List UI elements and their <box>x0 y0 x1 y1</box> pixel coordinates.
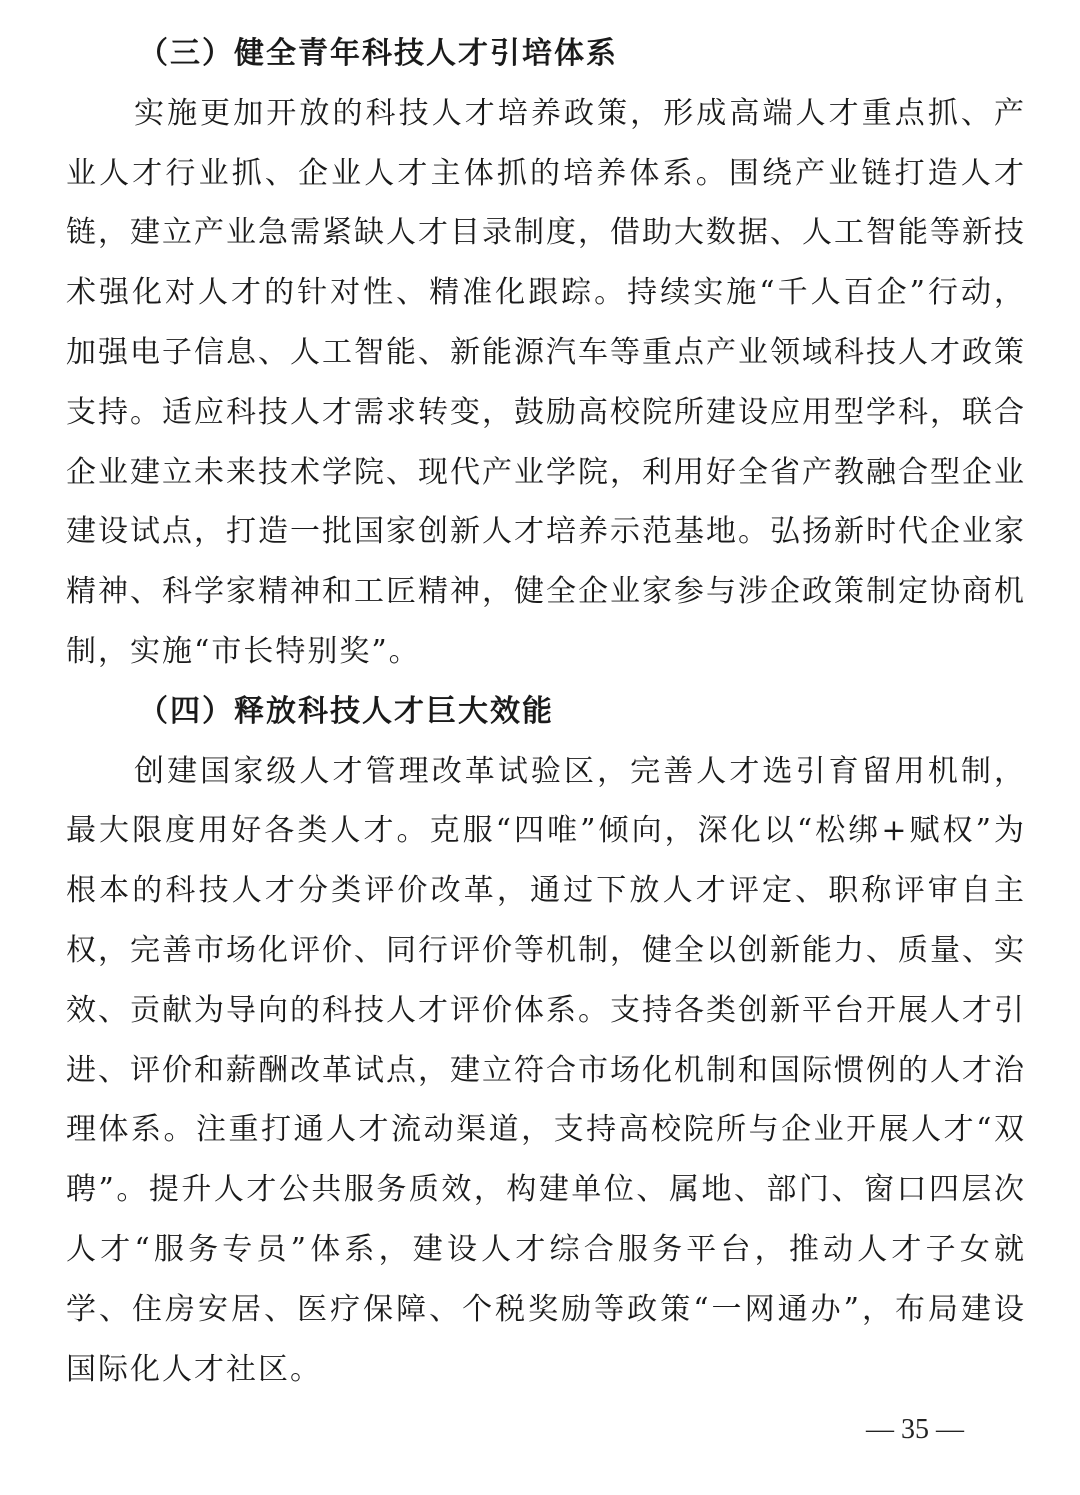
page-number: — 35 — <box>866 1414 964 1445</box>
section-paragraph-4: 创建国家级人才管理改革试验区，完善人才选引育留用机制，最大限度用好各类人才。克服“四唯”倾向，深化以“松绑+赋权”为根本的科技人才分类评价改革，通过下放人才评定、职称评审自主权，完善市场化评价、同行评价等机制，健全以创新能力、质量、实效、贡献为导向的科技人才评价体系。支持各类创新平台开展人才引进、评价和薪酬改革试点，建立符合市场化机制和国际惯例的人才治理体系。注重打通人才流动渠道，支持高校院所与企业开展人才“双聘”。提升人才公共服务质效，构建单位、属地、部门、窗口四层次人才“服务专员”体系，建设人才综合服务平台，推动人才子女就学、住房安居、医疗保障、个税奖励等政策“一网通办”，布局建设国际化人才社区。 <box>66 753 1026 1387</box>
section-heading-3: （三）健全青年科技人才引培体系 <box>138 36 618 71</box>
section-heading-4: （四）释放科技人才巨大效能 <box>138 693 554 729</box>
section-paragraph-3: 实施更加开放的科技人才培养政策，形成高端人才重点抓、产业人才行业抓、企业人才主体抓的培养体系。围绕产业链打造人才链，建立产业急需紧缺人才目录制度，借助大数据、人工智能等新技术强化对人才的针对性、精准化跟踪。持续实施“千人百企”行动，加强电子信息、人工智能、新能源汽车等重点产业领域科技人才政策支持。适应科技人才需求转变，鼓励高校院所建设应用型学科，联合企业建立未来技术学院、现代产业学院，利用好全省产教融合型企业建设试点，打造一批国家创新人才培养示范基地。弘扬新时代企业家精神、科学家精神和工匠精神，健全企业家参与涉企政策制定协商机制，实施“市长特别奖”。 <box>66 95 1026 669</box>
document-body <box>66 24 1026 1399</box>
